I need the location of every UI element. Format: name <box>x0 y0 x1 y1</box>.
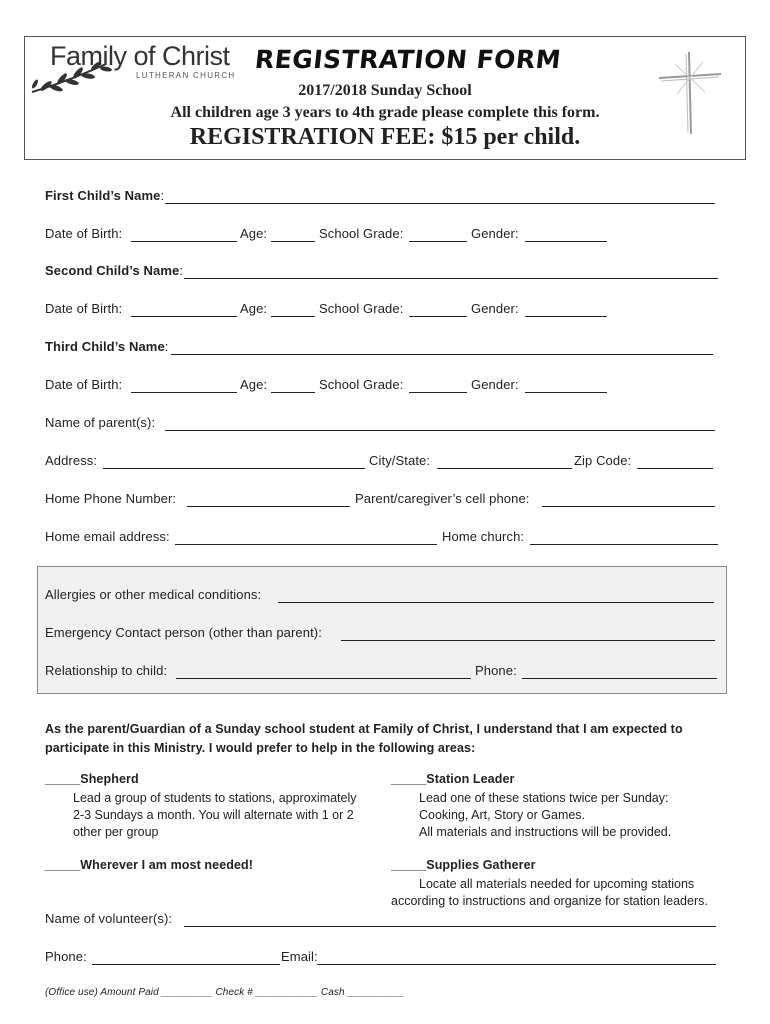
relationship-label: Relationship to child: <box>45 663 168 678</box>
subtitle: 2017/2018 Sunday School <box>298 82 472 99</box>
zip-label: Zip Code: <box>574 453 632 468</box>
cell-phone-field[interactable] <box>542 506 715 507</box>
instruction: All children age 3 years to 4th grade please complete this form. <box>170 104 600 121</box>
child2-grade-label: School Grade: <box>319 301 404 316</box>
email-label: Home email address: <box>45 529 170 544</box>
child3-name-field[interactable] <box>171 354 713 355</box>
shepherd-option[interactable]: _____Shepherd <box>45 772 139 786</box>
home-phone-field[interactable] <box>187 506 350 507</box>
child2-dob-label: Date of Birth: <box>45 301 123 316</box>
child1-age-field[interactable] <box>271 241 315 242</box>
child2-gender-label: Gender: <box>471 301 519 316</box>
child3-name-label: Third Child’s Name: <box>45 339 169 354</box>
child2-name-label: Second Child’s Name: <box>45 263 184 278</box>
volunteer-name-field[interactable] <box>184 926 716 927</box>
wherever-needed-option[interactable]: _____Wherever I am most needed! <box>45 858 254 872</box>
zip-field[interactable] <box>637 468 713 469</box>
child3-grade-field[interactable] <box>409 392 467 393</box>
city-field[interactable] <box>437 468 572 469</box>
home-church-field[interactable] <box>530 544 718 545</box>
logo-name: Family of Christ <box>50 41 230 71</box>
address-field[interactable] <box>103 468 365 469</box>
emergency-label: Emergency Contact person (other than parent): <box>45 625 322 640</box>
allergies-label: Allergies or other medical conditions: <box>45 587 262 602</box>
city-label: City/State: <box>369 453 431 468</box>
address-label: Address: <box>45 453 98 468</box>
child2-age-field[interactable] <box>271 316 315 317</box>
emergency-phone-field[interactable] <box>522 678 717 679</box>
child1-grade-field[interactable] <box>409 241 467 242</box>
volunteer-name-label: Name of volunteer(s): <box>45 911 173 926</box>
child2-age-label: Age: <box>240 301 268 316</box>
child1-grade-label: School Grade: <box>319 226 404 241</box>
child2-dob-field[interactable] <box>131 316 237 317</box>
child3-gender-field[interactable] <box>525 392 607 393</box>
volunteer-email-label: Email: <box>281 949 318 964</box>
supplies-gatherer-description: Locate all materials needed for upcoming stations according to instructions and organize for station leaders. <box>391 877 708 908</box>
office-use-line: (Office use) Amount Paid _________ Check # ___________ Cash __________ <box>45 987 405 998</box>
child3-gender-label: Gender: <box>471 377 519 392</box>
volunteer-intro-line1: As the parent/Guardian of a Sunday school student at Family of Christ, I understand that I am expected to <box>45 722 683 736</box>
station-leader-option[interactable]: _____Station Leader <box>391 772 515 786</box>
child2-gender-field[interactable] <box>525 316 607 317</box>
station-leader-description: Lead one of these stations twice per Sunday: Cooking, Art, Story or Games. All materials and instructions will be provided. <box>419 791 672 839</box>
child3-age-field[interactable] <box>271 392 315 393</box>
child1-name-label: First Child’s Name: <box>45 188 165 203</box>
child3-age-label: Age: <box>240 377 268 392</box>
child3-dob-label: Date of Birth: <box>45 377 123 392</box>
child3-dob-field[interactable] <box>131 392 237 393</box>
parents-label: Name of parent(s): <box>45 415 156 430</box>
child1-gender-field[interactable] <box>525 241 607 242</box>
child1-name-field[interactable] <box>165 203 715 204</box>
volunteer-email-field[interactable] <box>317 964 716 965</box>
child1-age-label: Age: <box>240 226 268 241</box>
cell-phone-label: Parent/caregiver’s cell phone: <box>355 491 530 506</box>
home-church-label: Home church: <box>442 529 525 544</box>
child1-dob-label: Date of Birth: <box>45 226 123 241</box>
child1-dob-field[interactable] <box>131 241 237 242</box>
supplies-gatherer-option[interactable]: _____Supplies Gatherer <box>391 858 536 872</box>
emergency-phone-label: Phone: <box>475 663 517 678</box>
emergency-field[interactable] <box>341 640 715 641</box>
form-title: REGISTRATION FORM <box>253 45 563 74</box>
child1-gender-label: Gender: <box>471 226 519 241</box>
registration-fee: REGISTRATION FEE: $15 per child. <box>189 124 581 150</box>
email-field[interactable] <box>175 544 437 545</box>
volunteer-phone-label: Phone: <box>45 949 87 964</box>
volunteer-phone-field[interactable] <box>92 964 280 965</box>
allergies-field[interactable] <box>278 602 714 603</box>
child3-grade-label: School Grade: <box>319 377 404 392</box>
shepherd-description: Lead a group of students to stations, approximately 2-3 Sundays a month. You will alternate with 1 or 2 other per group <box>73 791 357 839</box>
relationship-field[interactable] <box>176 678 471 679</box>
home-phone-label: Home Phone Number: <box>45 491 177 506</box>
child2-name-field[interactable] <box>184 278 718 279</box>
child2-grade-field[interactable] <box>409 316 467 317</box>
volunteer-intro-line2: participate in this Ministry. I would prefer to help in the following areas: <box>45 741 476 755</box>
logo-subtitle: LUTHERAN CHURCH <box>136 71 236 80</box>
parents-field[interactable] <box>165 430 715 431</box>
